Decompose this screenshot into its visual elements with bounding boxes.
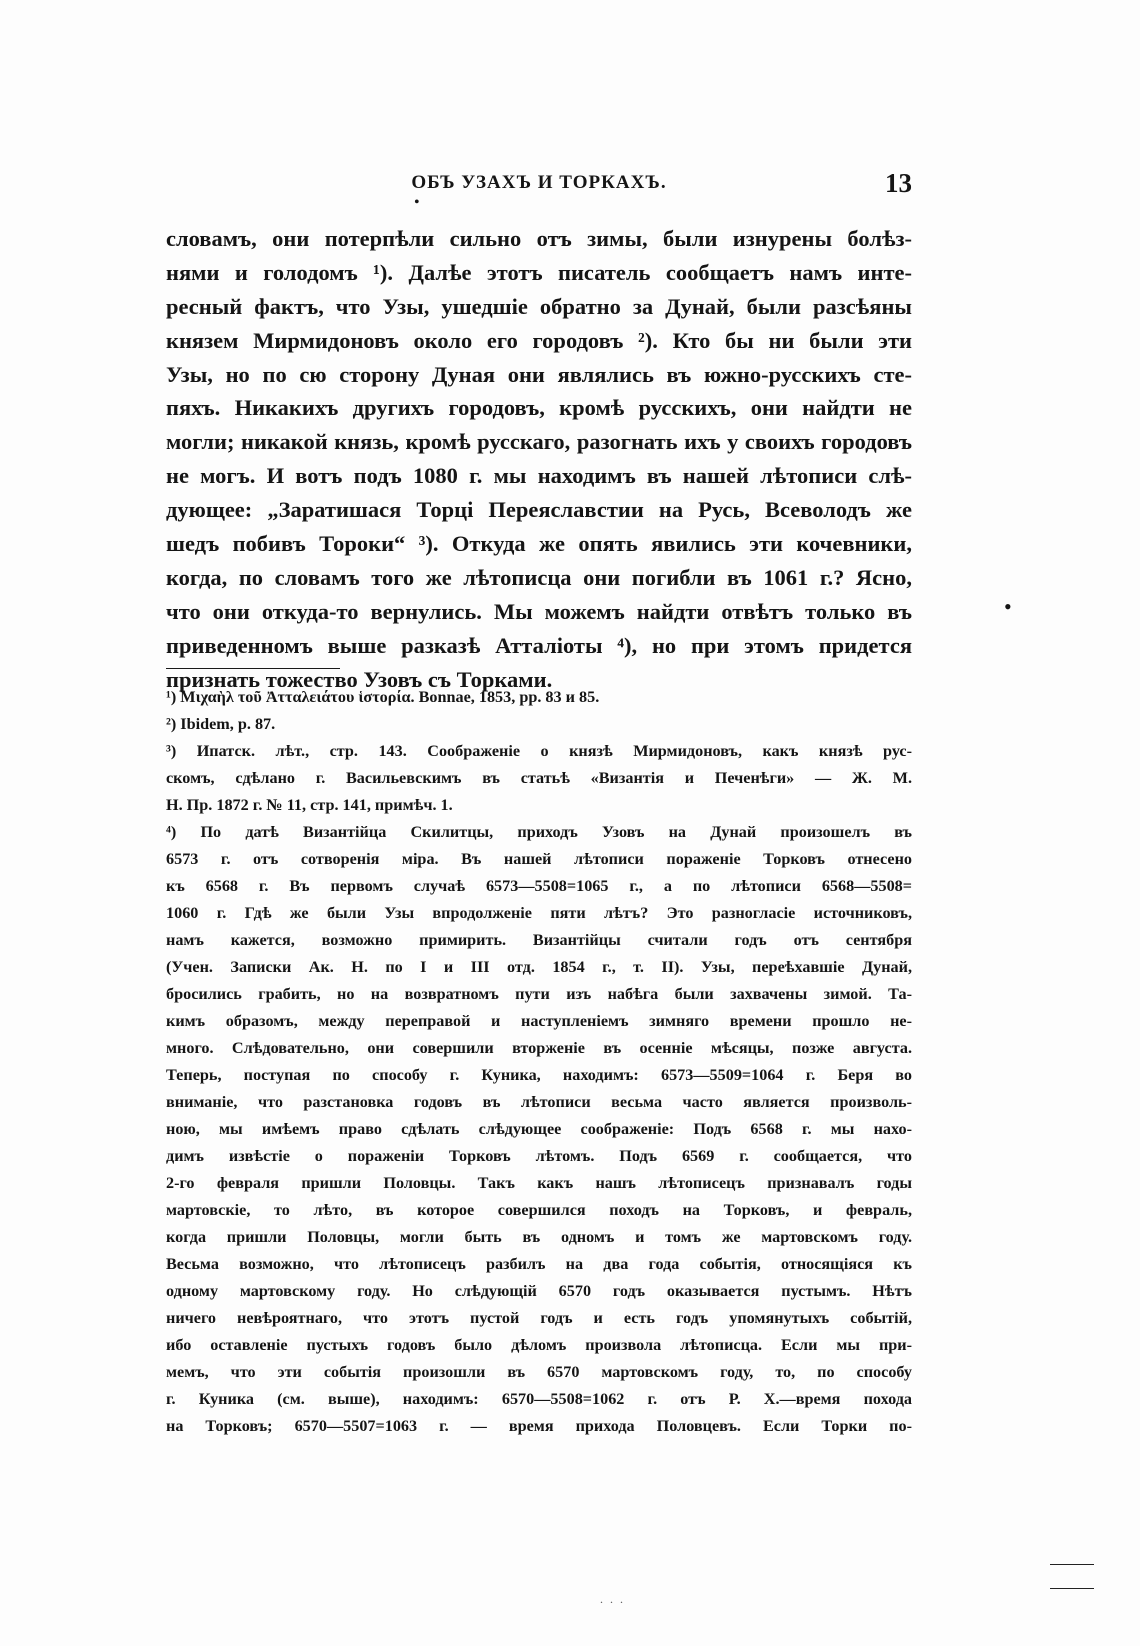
text-line: когда, по словамъ того же лѣтописца они погибли въ 1061 г.? Ясно, xyxy=(166,564,912,590)
text-line: что они откуда-то вернулись. Мы можемъ найдти отвѣтъ только въ xyxy=(166,598,912,624)
footnote-line: вниманіе, что разстановка годовъ въ лѣтописи весьма часто является произволь- xyxy=(166,1093,912,1111)
footnote-line: мемъ, что эти событія произошли въ 6570 мартовскомъ году, то, по способу xyxy=(166,1363,912,1381)
footnote-line: ⁴) По датѣ Византійца Скилитцы, приходъ Узовъ на Дунай произошелъ въ xyxy=(166,823,912,841)
text-line: нями и голодомъ ¹). Далѣе этотъ писатель сообщаетъ намъ инте- xyxy=(166,259,912,285)
footnote-line: 1060 г. Гдѣ же были Узы впродолженіе пяти лѣтъ? Это разногласіе источниковъ, xyxy=(166,904,912,922)
text-line: не могъ. И вотъ подъ 1080 г. мы находимъ въ нашей лѣтописи слѣ- xyxy=(166,463,912,489)
running-head-dot: • xyxy=(414,194,420,211)
text-line: шедъ побивъ Тороки“ ³). Откуда же опять явились эти кочевники, xyxy=(166,531,912,557)
footnote-line: кимъ образомъ, между переправой и наступленіемъ зимняго времени прошло не- xyxy=(166,1012,912,1030)
text-line: могли; никакой князь, кромѣ русскаго, разогнать ихъ у своихъ городовъ xyxy=(166,429,912,455)
footnote-line: ною, мы имѣемъ право сдѣлать слѣдующее соображеніе: Подъ 6568 г. мы нахо- xyxy=(166,1120,912,1138)
footnote-line: ничего невѣроятнаго, что этотъ пустой годъ и есть годъ упомянутыхъ событій, xyxy=(166,1309,912,1327)
scan-edge-mark xyxy=(1050,1588,1094,1589)
footnote-line: на Торковъ; 6570—5507=1063 г. — время прихода Половцевъ. Если Торки по- xyxy=(166,1417,912,1435)
text-line: признать тожество Узовъ съ Торками. xyxy=(166,666,553,692)
footnote-line: ибо оставленіе пустыхъ годовъ было дѣломъ произвола лѣтописца. Если мы при- xyxy=(166,1336,912,1354)
footnote-line: Теперь, поступая по способу г. Куника, находимъ: 6573—5509=1064 г. Беря во xyxy=(166,1066,912,1084)
footnote-line: димъ извѣстіе о пораженіи Торковъ лѣтомъ. Подъ 6569 г. сообщается, что xyxy=(166,1147,912,1165)
footnote-line: когда пришли Половцы, могли быть въ одномъ и томъ же мартовскомъ году. xyxy=(166,1228,912,1246)
text-line: приведенномъ выше разказѣ Атталіоты ⁴), но при этомъ придется xyxy=(166,632,912,658)
text-line: словамъ, они потерпѣли сильно отъ зимы, были изнурены болѣз- xyxy=(166,226,912,251)
text-line: Узы, но по сю сторону Дуная они являлись въ южно-русскихъ сте- xyxy=(166,361,912,387)
footnote-line: (Учен. Записки Ак. Н. по I и III отд. 1854 г., т. II). Узы, переѣхавшіе Дунай, xyxy=(166,958,912,976)
scan-edge-mark xyxy=(1050,1564,1094,1565)
footnote-line: скомъ, сдѣлано г. Васильевскимъ въ статьѣ «Византія и Печенѣги» — Ж. М. xyxy=(166,769,912,787)
footnote-line: къ 6568 г. Въ первомъ случаѣ 6573—5508=1065 г., а по лѣтописи 6568—5508= xyxy=(166,877,912,895)
page-number: 13 xyxy=(885,168,912,198)
footnote-line: ²) Ibidem, p. 87. xyxy=(166,715,276,733)
footnote-line: Н. Пр. 1872 г. № 11, стр. 141, примѣч. 1. xyxy=(166,796,453,814)
footnote-separator-rule xyxy=(166,668,340,669)
scan-specks: . . . xyxy=(600,1592,625,1606)
footnote-line: 6573 г. отъ сотворенія міра. Въ нашей лѣтописи пораженіе Торковъ отнесено xyxy=(166,850,912,868)
footnote-line: много. Слѣдовательно, они совершили вторженіе въ осенніе мѣсяцы, позже августа. xyxy=(166,1039,912,1057)
running-title: ОБЪ УЗАХЪ И ТОРКАХЪ. xyxy=(411,172,667,193)
footnote-line: намъ кажется, возможно примирить. Византійцы считали годъ отъ сентября xyxy=(166,931,912,949)
text-line: князем Мирмидоновъ около его городовъ ²). Кто бы ни были эти xyxy=(166,327,912,353)
text-line: ресный фактъ, что Узы, ушедшіе обратно за Дунай, были разсѣяны xyxy=(166,293,912,319)
main-text xyxy=(166,222,912,696)
footnote-line: ³) Ипатск. лѣт., стр. 143. Соображеніе о князѣ Мирмидоновъ, какъ князѣ рус- xyxy=(166,742,912,760)
footnote-line: ¹) Μιχαὴλ τοῦ Ἀτταλειάτου ἱστορία. Bonnae, 1853, pp. 83 и 85. xyxy=(166,688,600,706)
running-head xyxy=(166,168,912,211)
text-line: пяхъ. Никакихъ другихъ городовъ, кромѣ русскихъ, они найдти не xyxy=(166,395,912,421)
footnote-line: 2-го февраля пришли Половцы. Такъ какъ нашъ лѣтописецъ признавалъ годы xyxy=(166,1174,912,1192)
footnote-line: Весьма возможно, что лѣтописецъ разбилъ на два года событія, относящіяся къ xyxy=(166,1255,912,1273)
footnote-line: г. Куника (см. выше), находимъ: 6570—5508=1062 г. отъ Р. Х.—время похода xyxy=(166,1390,912,1408)
margin-speck: • xyxy=(1004,594,1012,619)
footnotes xyxy=(166,684,912,1440)
footnote-line: одному мартовскому году. Но слѣдующій 6570 годъ оказывается пустымъ. Нѣтъ xyxy=(166,1282,912,1300)
footnote-line: мартовскіе, то лѣто, въ которое совершился походъ на Торковъ, и февраль, xyxy=(166,1201,912,1219)
footnote-line: бросились грабить, но на возвратномъ пути изъ набѣга были захвачены зимой. Та- xyxy=(166,985,912,1003)
text-line: дующее: „Заратишася Торці Переяславстии на Русь, Всеволодъ же xyxy=(166,497,912,523)
